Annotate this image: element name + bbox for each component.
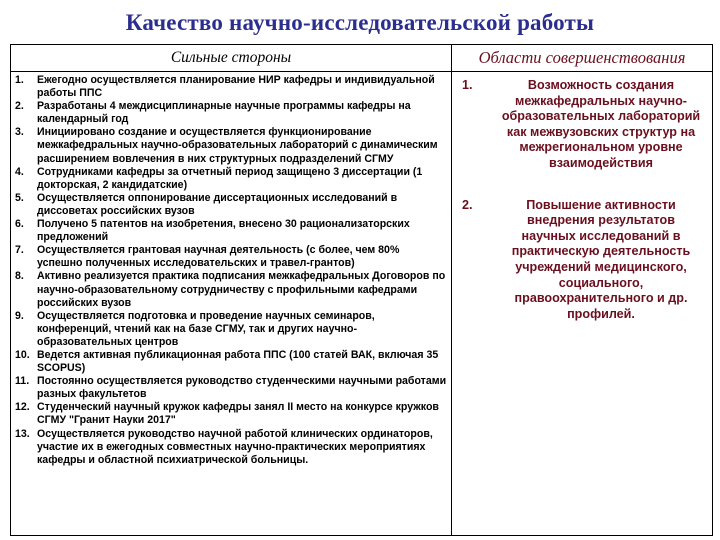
strength-item-text: Осуществляется грантовая научная деятельность (с более, чем 80% успешно полученных исследовательских и травел-грантов) <box>37 244 400 270</box>
strengths-list <box>11 72 451 467</box>
strength-item-text: Постоянно осуществляется руководство студенческими научными работами разных факультетов <box>37 375 447 401</box>
strength-item-text: Ведется активная публикационная работа ППС (100 статей ВАК, включая 35 SCOPUS) <box>37 348 439 375</box>
comparison-table <box>10 44 713 536</box>
improvement-item <box>460 198 702 323</box>
strengths-cell <box>11 72 452 536</box>
strength-item <box>15 192 447 218</box>
strength-item <box>15 74 447 100</box>
slide-title: Качество научно-исследовательской работы <box>125 10 595 35</box>
strength-item-number: 12. <box>15 401 30 414</box>
strength-item-text: Осуществляется подготовка и проведение научных семинаров, конференций, чтений как на базе СГМУ, так и других научно-образовательных центров <box>37 309 375 348</box>
improvements-list <box>452 72 712 322</box>
improvements-header: Области совершенствования <box>452 45 713 72</box>
strength-item <box>15 349 447 375</box>
strength-item <box>15 270 447 309</box>
header-row <box>11 45 713 72</box>
strength-item-text: Инициировано создание и осуществляется функционирование межкафедральных научно-образовательных лабораторий с динамическим расширением вовлечения в них структурных подразделений СГМУ <box>37 126 438 165</box>
strength-item-number: 13. <box>15 427 30 440</box>
strength-item-number: 1. <box>15 74 24 86</box>
improvement-item-number: 1. <box>462 78 473 92</box>
strength-item-number: 10. <box>15 348 30 361</box>
improvements-cell <box>452 72 713 536</box>
strength-item <box>15 428 447 467</box>
strength-item-text: Разработаны 4 междисциплинарные научные программы кафедры на календарный год <box>37 100 411 126</box>
strength-item-number: 2. <box>15 100 24 113</box>
content-row <box>11 72 713 536</box>
strength-item <box>15 310 447 349</box>
strength-item-number: 8. <box>15 270 24 283</box>
strength-item-text: Получено 5 патентов на изобретения, внесено 30 рационализаторских предложений <box>37 218 410 244</box>
improvement-item-number: 2. <box>462 197 473 212</box>
strength-item <box>15 126 447 165</box>
strength-item-text: Осуществляется оппонирование диссертационных исследований в диссоветах российских вузов <box>37 191 398 217</box>
strength-item <box>15 401 447 427</box>
strength-item-text: Активно реализуется практика подписания межкафедральных Договоров по научно-образовательному сотрудничеству с профильными кафедрами российских вузов <box>37 270 446 309</box>
strength-item <box>15 218 447 244</box>
strengths-header: Сильные стороны <box>11 45 452 72</box>
improvement-item <box>460 78 702 172</box>
strength-item-number: 7. <box>15 244 24 257</box>
strength-item-text: Ежегодно осуществляется планирование НИР кафедры и индивидуальной работы ППС <box>37 74 435 100</box>
strength-item-number: 5. <box>15 191 24 204</box>
strength-item-text: Студенческий научный кружок кафедры занял II место на конкурсе кружков СГМУ "Гранит Науки 2017" <box>37 401 439 427</box>
strength-item-text: Сотрудниками кафедры за отчетный период защищено 3 диссертации (1 докторская, 2 кандидатские) <box>37 165 423 191</box>
strength-item-number: 3. <box>15 126 24 139</box>
strength-item <box>15 244 447 270</box>
improvement-item-text: Возможность создания межкафедральных научно-образовательных лабораторий как межвузовских структур на межрегиональном уровне взаимодействия <box>501 78 701 170</box>
strength-item-number: 9. <box>15 309 24 322</box>
strength-item <box>15 375 447 401</box>
improvement-item-text: Повышение активности внедрения результатов научных исследований в практическую деятельность учреждений медицинского, социального, правоохранительного и др. профилей. <box>511 197 691 321</box>
strength-item-text: Осуществляется руководство научной работой клинических ординаторов, участие их в ежегодных совместных научно-практических мероприятиях кафедры и областной психиатрической больницы. <box>37 427 433 466</box>
strength-item <box>15 166 447 192</box>
strength-item-number: 6. <box>15 218 24 231</box>
strength-item <box>15 100 447 126</box>
strength-item-number: 4. <box>15 165 24 178</box>
strength-item-number: 11. <box>15 375 30 388</box>
